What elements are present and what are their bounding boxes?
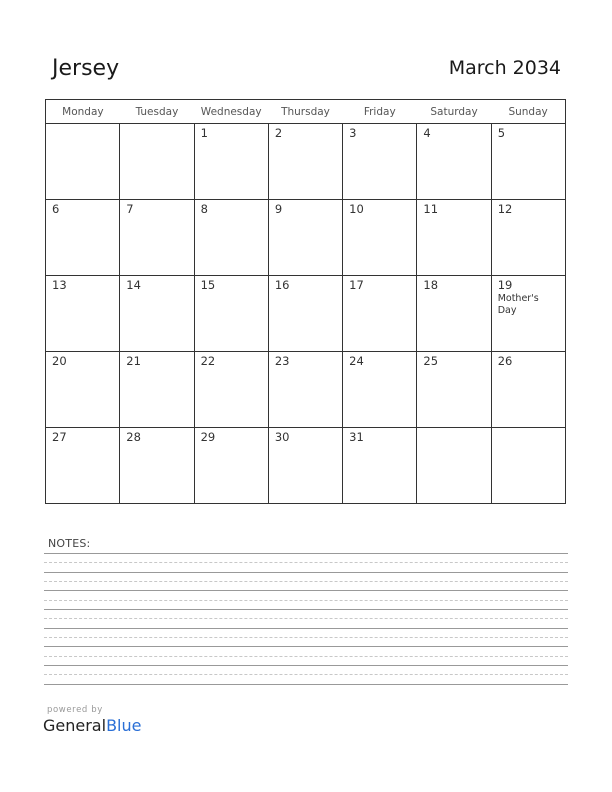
calendar-grid <box>45 99 566 504</box>
weekday-header: Tuesday <box>120 100 194 124</box>
notes-line <box>44 609 568 610</box>
day-number: 14 <box>126 278 141 292</box>
calendar-region-title: Jersey <box>52 56 120 81</box>
day-cell <box>46 352 120 428</box>
day-number: 30 <box>274 430 290 444</box>
day-cell <box>120 352 194 428</box>
notes-guide-line <box>44 637 568 638</box>
day-cell <box>120 200 194 276</box>
day-cell <box>417 352 491 428</box>
day-number: 8 <box>200 202 208 216</box>
powered-by-text: powered by <box>47 705 103 715</box>
notes-line <box>44 590 568 591</box>
day-number: 1 <box>200 126 208 140</box>
day-number: 22 <box>200 354 216 368</box>
day-cell <box>343 124 417 200</box>
day-number: 9 <box>274 202 283 216</box>
weekday-header: Monday <box>46 100 120 124</box>
day-cell <box>268 428 342 504</box>
day-cell <box>46 276 120 352</box>
day-cell <box>194 428 268 504</box>
day-number: 21 <box>126 354 141 368</box>
day-cell <box>491 276 565 352</box>
day-cell <box>120 124 194 200</box>
day-number: 19 <box>497 278 513 292</box>
notes-line <box>44 572 568 573</box>
day-number: 18 <box>423 278 439 292</box>
day-cell <box>194 124 268 200</box>
week-row <box>46 276 566 352</box>
day-number: 6 <box>52 202 60 216</box>
brand-blue: Blue <box>106 716 142 735</box>
day-cell <box>46 428 120 504</box>
notes-line <box>44 646 568 647</box>
day-cell <box>491 428 565 504</box>
day-cell <box>268 200 342 276</box>
week-row <box>46 200 566 276</box>
notes-guide-line <box>44 656 568 657</box>
notes-guide-line <box>44 600 568 601</box>
day-cell <box>194 200 268 276</box>
day-cell <box>343 352 417 428</box>
day-cell <box>46 200 120 276</box>
day-number: 5 <box>497 126 506 140</box>
day-cell <box>120 428 194 504</box>
day-cell <box>268 352 342 428</box>
day-number: 31 <box>349 430 364 444</box>
day-cell <box>417 276 491 352</box>
day-number: 2 <box>274 126 283 140</box>
brand-general: General <box>43 716 107 735</box>
day-cell <box>194 276 268 352</box>
day-cell <box>491 124 565 200</box>
day-cell <box>343 200 417 276</box>
day-number: 13 <box>52 278 67 292</box>
day-number: 27 <box>52 430 67 444</box>
day-number: 11 <box>423 202 439 216</box>
day-number: 23 <box>274 354 290 368</box>
weekday-header: Sunday <box>491 100 565 124</box>
day-number: 10 <box>349 202 364 216</box>
day-cell <box>417 200 491 276</box>
notes-line <box>44 684 568 685</box>
day-cell <box>120 276 194 352</box>
weekday-header: Wednesday <box>194 100 268 124</box>
day-cell <box>417 428 491 504</box>
day-cell <box>268 276 342 352</box>
day-cell <box>268 124 342 200</box>
brand-logo <box>43 716 141 735</box>
notes-label: NOTES: <box>48 537 91 550</box>
day-number: 24 <box>349 354 364 368</box>
holiday-label: Mother's Day <box>497 293 539 316</box>
notes-guide-line <box>44 674 568 675</box>
day-number: 20 <box>52 354 67 368</box>
day-number: 7 <box>126 202 134 216</box>
day-number: 26 <box>497 354 513 368</box>
week-row <box>46 124 566 200</box>
notes-line <box>44 628 568 629</box>
day-number: 12 <box>497 202 513 216</box>
day-number: 25 <box>423 354 439 368</box>
day-number: 4 <box>423 126 431 140</box>
day-number: 16 <box>274 278 290 292</box>
week-row <box>46 352 566 428</box>
weekday-header: Thursday <box>268 100 342 124</box>
notes-line <box>44 553 568 554</box>
day-cell <box>491 352 565 428</box>
day-cell <box>343 276 417 352</box>
weekday-header: Saturday <box>417 100 491 124</box>
day-cell <box>194 352 268 428</box>
day-number: 15 <box>200 278 216 292</box>
notes-guide-line <box>44 618 568 619</box>
notes-guide-line <box>44 581 568 582</box>
day-cell <box>343 428 417 504</box>
day-number: 28 <box>126 430 141 444</box>
day-number: 17 <box>349 278 364 292</box>
notes-line <box>44 665 568 666</box>
weekday-header: Friday <box>343 100 417 124</box>
day-number: 29 <box>200 430 216 444</box>
calendar-month-title: March 2034 <box>448 57 561 79</box>
notes-guide-line <box>44 562 568 563</box>
day-cell <box>46 124 120 200</box>
day-number: 3 <box>349 126 357 140</box>
day-cell <box>417 124 491 200</box>
weekday-header-row <box>46 100 566 124</box>
day-cell <box>491 200 565 276</box>
week-row <box>46 428 566 504</box>
